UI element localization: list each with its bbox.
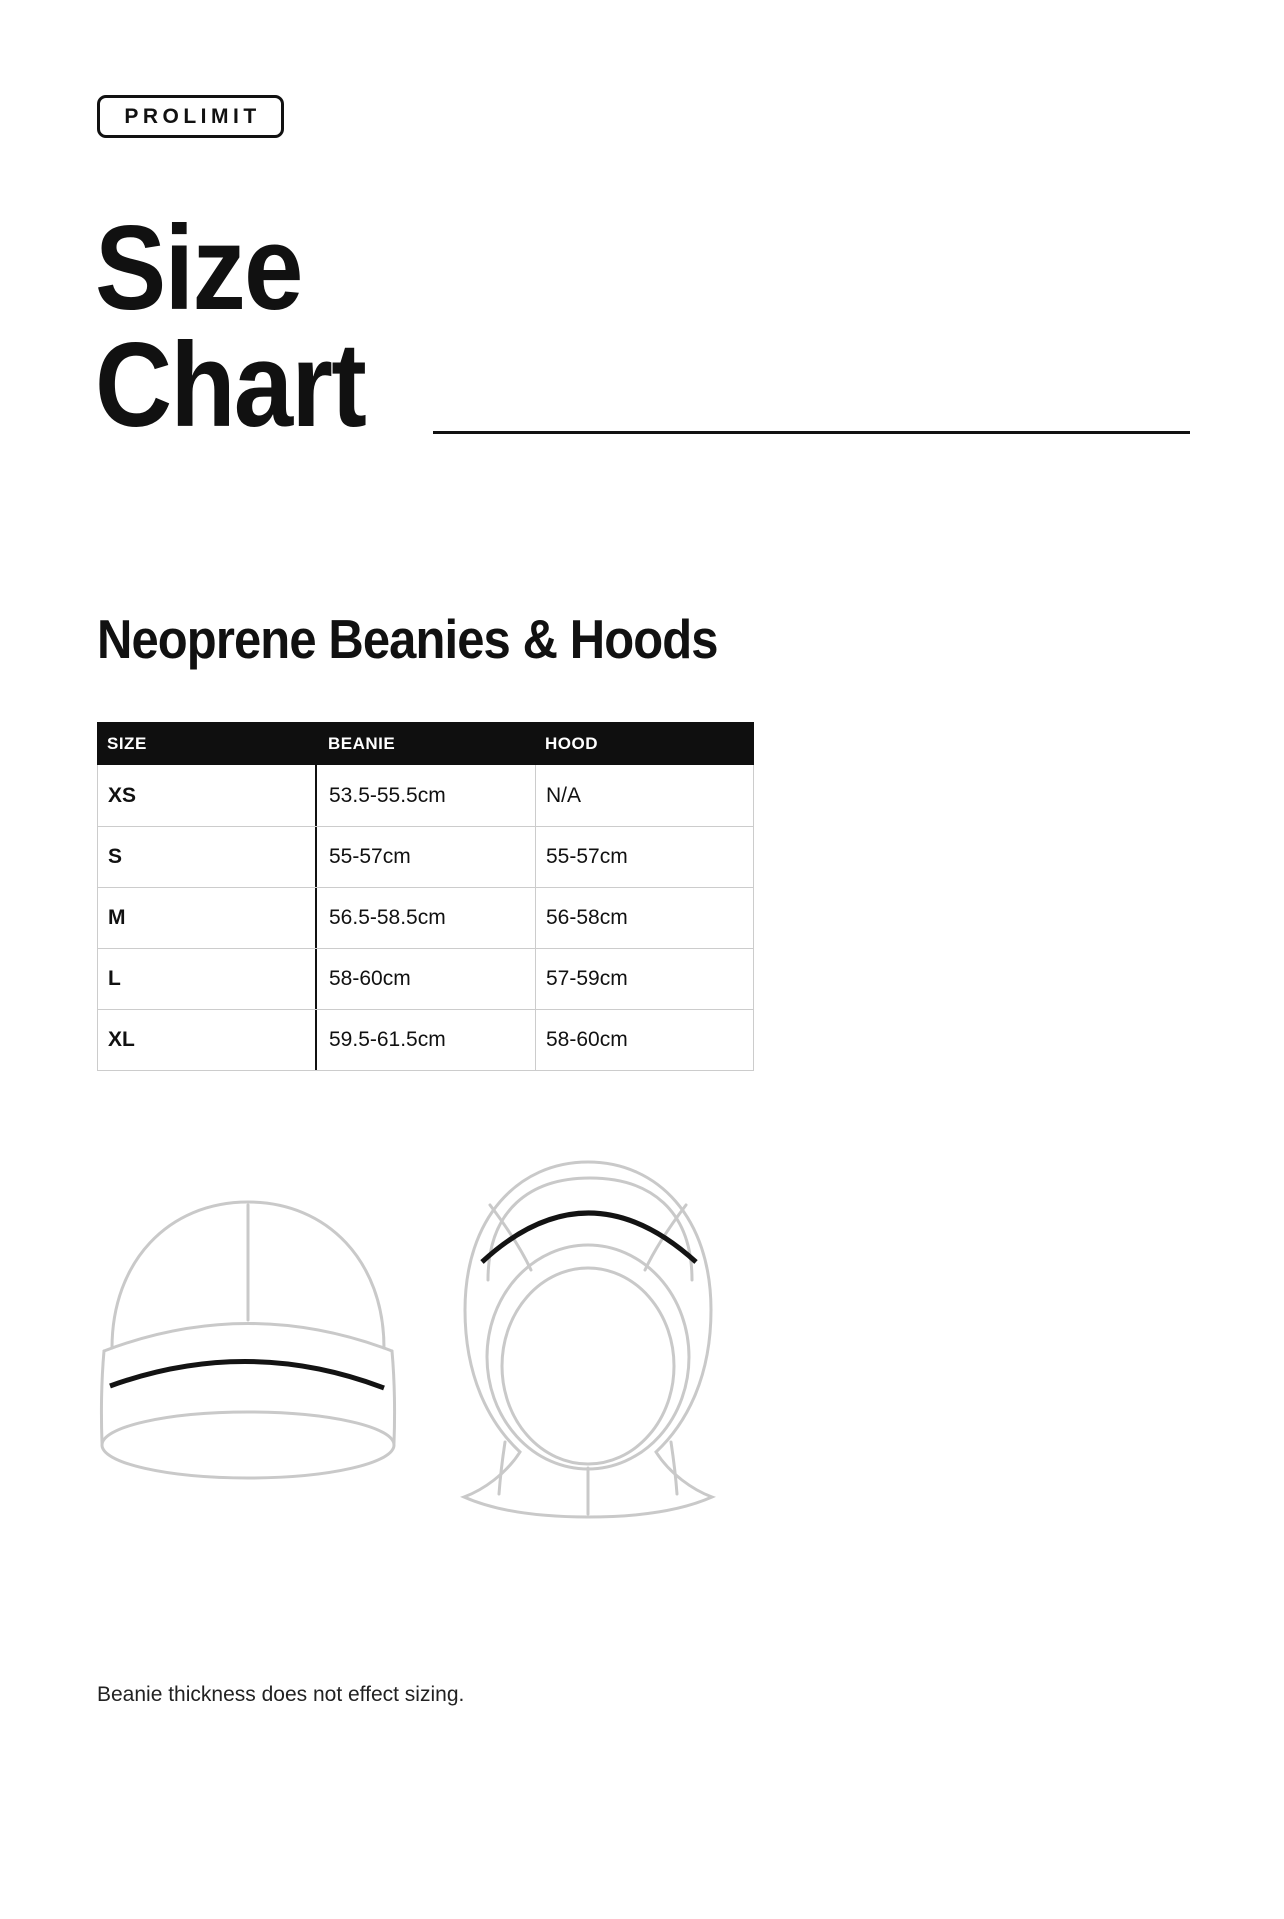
- table-row: [98, 826, 753, 887]
- hood-cell: 58-60cm: [535, 1010, 754, 1070]
- section-title: Neoprene Beanies & Hoods: [97, 608, 718, 670]
- beanie-cell: 55-57cm: [315, 827, 535, 887]
- hood-cell: 55-57cm: [535, 827, 754, 887]
- size-table-body: [97, 765, 754, 1071]
- hood-measure-arrow-icon: [482, 1213, 696, 1262]
- table-row: [98, 765, 753, 826]
- table-row: [98, 887, 753, 948]
- prolimit-logo-text: PROLIMIT: [124, 104, 261, 128]
- size-table-header-row: [97, 722, 754, 765]
- table-row: [98, 948, 753, 1009]
- hood-cell: 56-58cm: [535, 888, 754, 948]
- page-title: [95, 201, 365, 452]
- size-cell: L: [108, 967, 121, 990]
- size-cell: M: [108, 906, 126, 929]
- beanie-cell: 56.5-58.5cm: [315, 888, 535, 948]
- page-title-line1: Size: [95, 201, 302, 335]
- beanie-diagram: [101, 1202, 394, 1478]
- column-header-hood: HOOD: [545, 733, 598, 753]
- beanie-cell: 58-60cm: [315, 949, 535, 1009]
- column-header-beanie: BEANIE: [328, 733, 396, 753]
- size-cell: XS: [108, 783, 137, 807]
- footer-note: Beanie thickness does not effect sizing.: [97, 1683, 465, 1706]
- beanie-cell: 59.5-61.5cm: [315, 1010, 535, 1070]
- column-header-size: SIZE: [107, 733, 147, 753]
- measurement-diagrams: [90, 1150, 780, 1550]
- title-rule: [433, 431, 1190, 434]
- prolimit-logo: [97, 95, 284, 138]
- beanie-cell: 53.5-55.5cm: [315, 765, 535, 826]
- hood-cell: N/A: [535, 765, 754, 826]
- hood-cell: 57-59cm: [535, 949, 754, 1009]
- hood-diagram: [464, 1162, 712, 1517]
- table-row: [98, 1009, 753, 1070]
- size-table: [97, 722, 754, 1071]
- beanie-measure-arrow-icon: [110, 1361, 384, 1388]
- page-title-line2: Chart: [95, 318, 365, 452]
- size-cell: XL: [108, 1028, 135, 1051]
- size-cell: S: [108, 845, 123, 868]
